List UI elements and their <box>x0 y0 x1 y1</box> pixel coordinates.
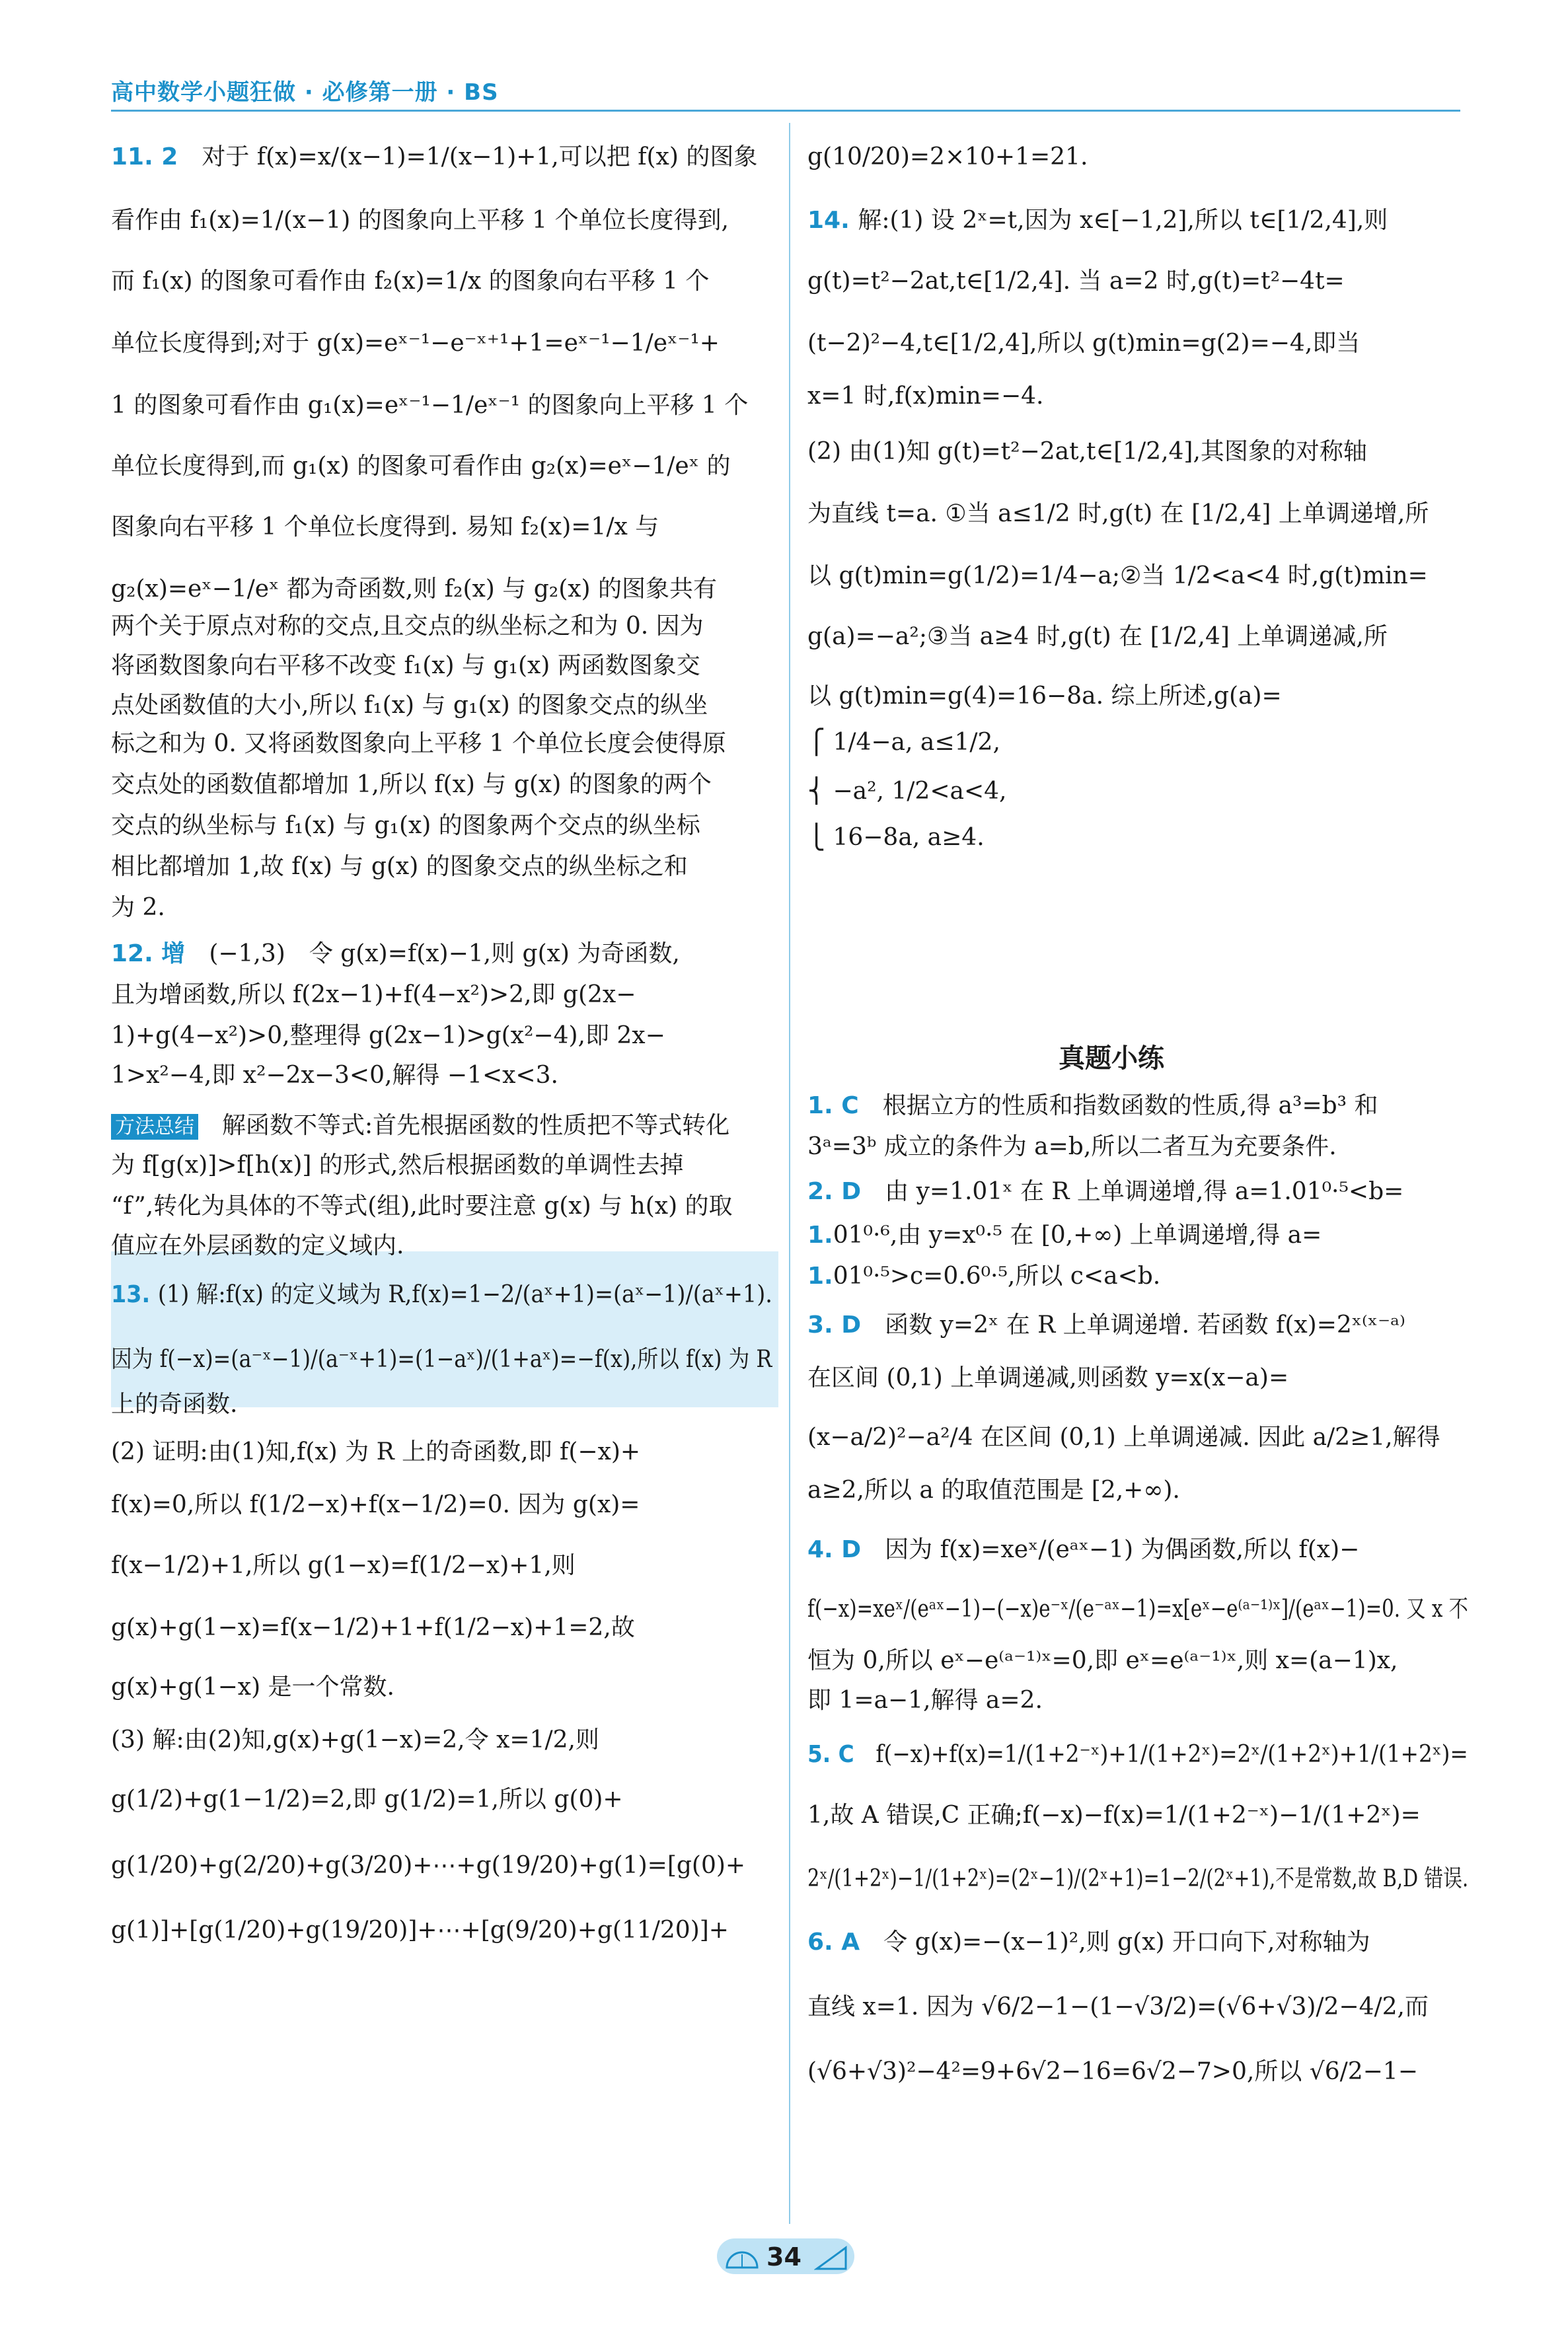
left-text: 1>x²−4,即 x²−2x−3<0,解得 −1<x<3. <box>111 1062 558 1089</box>
left-text: f(x)=0,所以 f(1/2−x)+f(x−1/2)=0. 因为 g(x)= <box>111 1491 640 1518</box>
right-text: g(t)=t²−2at,t∈[1/2,4]. 当 a=2 时,g(t)=t²−4t= <box>807 268 1345 295</box>
problem-number: 6. A <box>807 1929 860 1956</box>
right-text: 为直线 t=a. ①当 a≤1/2 时,g(t) 在 [1/2,4] 上单调递增,所 <box>807 500 1429 527</box>
right-text: 即 1=a−1,解得 a=2. <box>807 1687 1043 1714</box>
triangle-ruler-icon <box>814 2244 848 2271</box>
right-text: 恒为 0,所以 eˣ−e⁽ᵃ⁻¹⁾ˣ=0,即 eˣ=e⁽ᵃ⁻¹⁾ˣ,则 x=(a−1)x, <box>807 1647 1398 1674</box>
right-text: 5. C f(−x)+f(x)=1/(1+2⁻ˣ)+1/(1+2ˣ)=2ˣ/(1+2ˣ)+1/(1+2ˣ)= <box>807 1741 1468 1768</box>
problem-number: 11. 2 <box>111 143 178 170</box>
right-text: 3. D 函数 y=2ˣ 在 R 上单调递增. 若函数 f(x)=2ˣ⁽ˣ⁻ᵃ⁾ <box>807 1311 1405 1339</box>
left-text: (3) 解:由(2)知,g(x)+g(1−x)=2,令 x=1/2,则 <box>111 1726 599 1753</box>
column-divider <box>789 123 790 2224</box>
left-text: 方法总结 解函数不等式:首先根据函数的性质把不等式转化 <box>111 1114 729 1138</box>
right-text: (t−2)²−4,t∈[1/2,4],所以 g(t)min=g(2)=−4,即当 <box>807 330 1361 357</box>
right-text: 2. D 由 y=1.01ˣ 在 R 上单调递增,得 a=1.01⁰·⁵<b= <box>807 1178 1404 1205</box>
problem-number: 14. <box>807 207 858 234</box>
right-text: 14. 解:(1) 设 2ˣ=t,因为 x∈[−1,2],所以 t∈[1/2,4],则 <box>807 207 1388 234</box>
problem-number: 4. D <box>807 1536 862 1563</box>
left-text: 12. 增 (−1,3) 令 g(x)=f(x)−1,则 g(x) 为奇函数, <box>111 940 680 967</box>
left-text: 1)+g(4−x²)>0,整理得 g(2x−1)>g(x²−4),即 2x− <box>111 1022 665 1049</box>
right-text: (√6+√3)²−4²=9+6√2−16=6√2−7>0,所以 √6/2−1− <box>807 2058 1418 2085</box>
left-text: 将函数图象向右平移不改变 f₁(x) 与 g₁(x) 两函数图象交 <box>111 652 700 679</box>
right-text: (x−a/2)²−a²/4 在区间 (0,1) 上单调递减. 因此 a/2≥1,解得 <box>807 1424 1440 1451</box>
problem-number: 1. C <box>807 1092 859 1119</box>
left-text: 交点处的函数值都增加 1,所以 f(x) 与 g(x) 的图象的两个 <box>111 771 712 798</box>
problem-number: 3. D <box>807 1311 862 1339</box>
left-text: 1 的图象可看作由 g₁(x)=eˣ⁻¹−1/eˣ⁻¹ 的图象向上平移 1 个 <box>111 392 749 419</box>
header-rule <box>111 110 1460 112</box>
right-text: 4. D 因为 f(x)=xeˣ/(eᵃˣ−1) 为偶函数,所以 f(x)− <box>807 1536 1360 1563</box>
right-text: a≥2,所以 a 的取值范围是 [2,+∞). <box>807 1477 1180 1504</box>
right-text: 以 g(t)min=g(4)=16−8a. 综上所述,g(a)= <box>807 683 1282 710</box>
method-summary-tag: 方法总结 <box>111 1114 198 1140</box>
problem-number: 2. D <box>807 1178 862 1205</box>
left-text: 上的奇函数. <box>111 1391 238 1418</box>
page-header: 高中数学小题狂做 · 必修第一册 · BS <box>111 79 499 106</box>
page-number: 34 <box>766 2242 802 2271</box>
right-text: 3ᵃ=3ᵇ 成立的条件为 a=b,所以二者互为充要条件. <box>807 1133 1337 1160</box>
left-text: g(1/20)+g(2/20)+g(3/20)+⋯+g(19/20)+g(1)=[g(0)+ <box>111 1852 746 1879</box>
left-text: g₂(x)=eˣ−1/eˣ 都为奇函数,则 f₂(x) 与 g₂(x) 的图象共有 <box>111 575 718 603</box>
right-text: 6. A 令 g(x)=−(x−1)²,则 g(x) 开口向下,对称轴为 <box>807 1929 1370 1956</box>
problem-number: 1. <box>807 1263 833 1290</box>
left-text: g(1)]+[g(1/20)+g(19/20)]+⋯+[g(9/20)+g(11/20)]+ <box>111 1917 729 1944</box>
left-text: “f”,转化为具体的不等式(组),此时要注意 g(x) 与 h(x) 的取 <box>111 1193 733 1220</box>
left-text: 而 f₁(x) 的图象可看作由 f₂(x)=1/x 的图象向右平移 1 个 <box>111 268 710 295</box>
left-text: 且为增函数,所以 f(2x−1)+f(4−x²)>2,即 g(2x− <box>111 981 636 1008</box>
left-text: 标之和为 0. 又将函数图象向上平移 1 个单位长度会使得原 <box>111 730 727 757</box>
left-text: 两个关于原点对称的交点,且交点的纵坐标之和为 0. 因为 <box>111 612 704 640</box>
right-text: (2) 由(1)知 g(t)=t²−2at,t∈[1/2,4],其图象的对称轴 <box>807 438 1367 465</box>
right-text: 1. C 根据立方的性质和指数函数的性质,得 a³=b³ 和 <box>807 1092 1378 1119</box>
right-text: 1.01⁰·⁵>c=0.6⁰·⁵,所以 c<a<b. <box>807 1263 1161 1290</box>
left-text: g(x)+g(1−x)=f(x−1/2)+1+f(1/2−x)+1=2,故 <box>111 1614 635 1641</box>
right-text: g(a)=−a²;③当 a≥4 时,g(t) 在 [1/2,4] 上单调递减,所 <box>807 623 1388 650</box>
problem-number: 13. <box>111 1281 158 1308</box>
left-text: 为 2. <box>111 894 165 921</box>
left-text: 单位长度得到;对于 g(x)=eˣ⁻¹−e⁻ˣ⁺¹+1=eˣ⁻¹−1/eˣ⁻¹+ <box>111 330 720 357</box>
left-text: 单位长度得到,而 g₁(x) 的图象可看作由 g₂(x)=eˣ−1/eˣ 的 <box>111 453 731 480</box>
right-text: g(10/20)=2×10+1=21. <box>807 143 1088 170</box>
right-text: f(−x)=xeˣ/(eᵃˣ−1)−(−x)e⁻ˣ/(e⁻ᵃˣ−1)=x[eˣ−e⁽ᵃ⁻¹⁾ˣ]/(eᵃˣ−1)=0. 又 x 不 <box>807 1596 1468 1623</box>
right-text: 2ˣ/(1+2ˣ)−1/(1+2ˣ)=(2ˣ−1)/(2ˣ+1)=1−2/(2ˣ+1),不是常数,故 B,D 错误. <box>807 1865 1469 1892</box>
problem-number: 1. <box>807 1222 833 1249</box>
right-text: 以 g(t)min=g(1/2)=1/4−a;②当 1/2<a<4 时,g(t)min= <box>807 562 1428 589</box>
left-text: 交点的纵坐标与 f₁(x) 与 g₁(x) 的图象两个交点的纵坐标 <box>111 812 700 839</box>
right-text: 1.01⁰·⁶,由 y=x⁰·⁵ 在 [0,+∞) 上单调递增,得 a= <box>807 1222 1322 1249</box>
right-text: 1,故 A 错误,C 正确;f(−x)−f(x)=1/(1+2⁻ˣ)−1/(1+2ˣ)= <box>807 1802 1421 1829</box>
left-text: 11. 2 对于 f(x)=x/(x−1)=1/(x−1)+1,可以把 f(x) 的图象 <box>111 143 758 170</box>
left-text: 点处函数值的大小,所以 f₁(x) 与 g₁(x) 的图象交点的纵坐 <box>111 692 708 719</box>
right-text: x=1 时,f(x)min=−4. <box>807 383 1044 410</box>
left-text: 为 f[g(x)]>f[h(x)] 的形式,然后根据函数的单调性去掉 <box>111 1152 684 1179</box>
protractor-icon <box>724 2244 760 2271</box>
left-text: f(x−1/2)+1,所以 g(1−x)=f(1/2−x)+1,则 <box>111 1552 576 1579</box>
left-text: g(x)+g(1−x) 是一个常数. <box>111 1674 394 1701</box>
right-text: ⎨ −a², 1/2<a<4, <box>807 778 1007 805</box>
left-text: 因为 f(−x)=(a⁻ˣ−1)/(a⁻ˣ+1)=(1−aˣ)/(1+aˣ)=−f(x),所以 f(x) 为 R <box>111 1346 772 1373</box>
left-text: 看作由 f₁(x)=1/(x−1) 的图象向上平移 1 个单位长度得到, <box>111 207 729 234</box>
left-text: (2) 证明:由(1)知,f(x) 为 R 上的奇函数,即 f(−x)+ <box>111 1438 641 1465</box>
left-text: 图象向右平移 1 个单位长度得到. 易知 f₂(x)=1/x 与 <box>111 513 659 540</box>
method-summary-box <box>111 1251 778 1407</box>
right-text: 在区间 (0,1) 上单调递减,则函数 y=x(x−a)= <box>807 1364 1289 1391</box>
right-text: ⎩ 16−8a, a≥4. <box>807 824 985 851</box>
problem-number: 12. 增 <box>111 940 186 967</box>
left-text: g(1/2)+g(1−1/2)=2,即 g(1/2)=1,所以 g(0)+ <box>111 1786 623 1813</box>
left-text: 值应在外层函数的定义域内. <box>111 1232 404 1259</box>
right-text: ⎧ 1/4−a, a≤1/2, <box>807 729 1000 756</box>
right-text: 直线 x=1. 因为 √6/2−1−(1−√3/2)=(√6+√3)/2−4/2,而 <box>807 1993 1429 2020</box>
left-text: 相比都增加 1,故 f(x) 与 g(x) 的图象交点的纵坐标之和 <box>111 853 688 880</box>
left-text: 13. (1) 解:f(x) 的定义域为 R,f(x)=1−2/(aˣ+1)=(aˣ−1)/(aˣ+1). <box>111 1281 772 1308</box>
problem-number: 5. C <box>807 1741 854 1768</box>
right-text: 真题小练 <box>1059 1043 1164 1074</box>
